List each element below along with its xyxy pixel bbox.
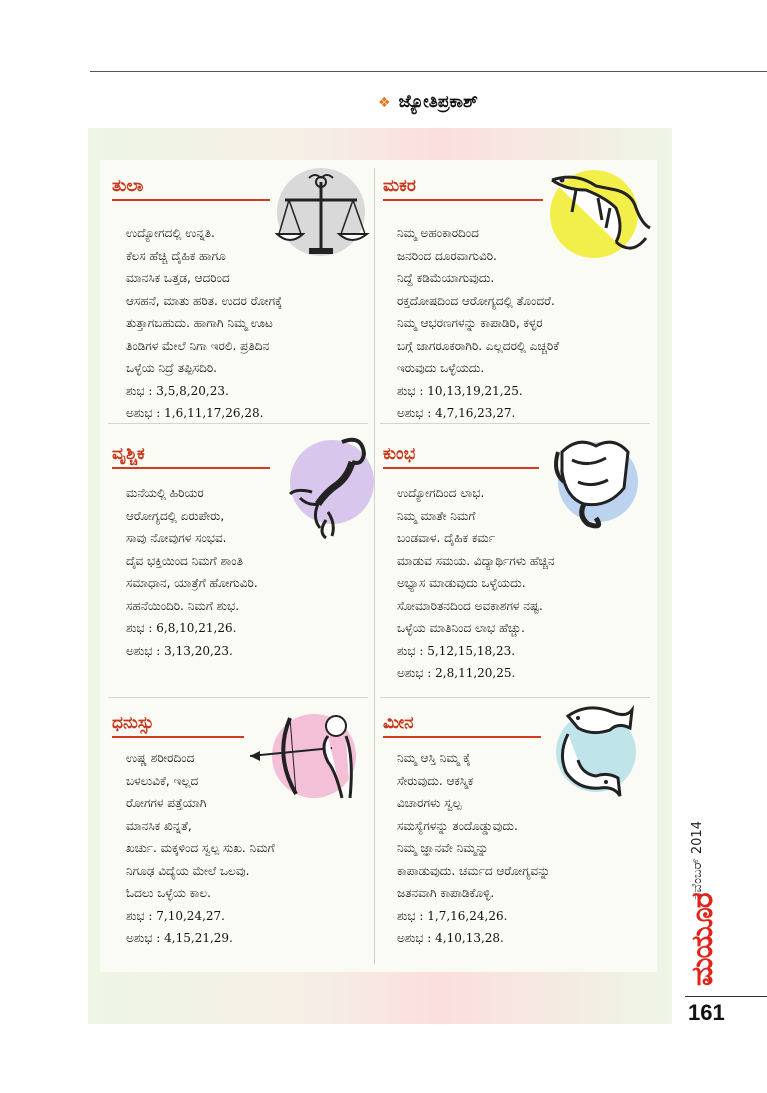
sign-text — [126, 482, 258, 662]
diamond-bullet-icon: ❖ — [378, 95, 391, 111]
lucky-numbers: ಶುಭ : 7,10,24,27. — [126, 908, 225, 923]
text-line: ಜತನವಾಗಿ ಕಾಪಾಡಿಕೊಳ್ಳಿ. — [397, 886, 495, 900]
text-line: ಬಳಲುವಿಕೆ, ಇಲ್ಲದ — [126, 773, 199, 788]
text-line: ಅಭ್ಯಾಸ ಮಾಡುವುದು ಒಳ್ಳೆಯದು. — [397, 576, 526, 590]
sign-title: ಮಕರ — [383, 176, 416, 196]
title-underline — [112, 199, 270, 201]
section-header — [378, 92, 478, 112]
text-line: ಮಾನಸಿಕ ಒತ್ತಡ, ಆದರಿಂದ — [126, 271, 230, 285]
unlucky-numbers: ಅಶುಭ : 2,8,11,20,25. — [397, 666, 516, 680]
sign-text — [397, 747, 550, 950]
sign-text — [397, 222, 559, 425]
lucky-numbers: ಶುಭ : 1,7,16,24,26. — [397, 908, 508, 923]
text-line: ಮಾನಸಿಕ ಖಿನ್ನತೆ, — [126, 818, 192, 833]
text-line: ರೋಗಗಳ ಪತ್ತೆಯಾಗಿ — [126, 796, 207, 810]
top-rule — [90, 71, 767, 72]
pisces-fish-icon — [548, 700, 640, 806]
title-underline — [383, 736, 541, 738]
text-line: ಮಾಡುವ ಸಮಯ. ವಿದ್ಯಾರ್ಥಿಗಳು ಹೆಚ್ಚಿನ — [397, 553, 555, 568]
text-line: ನಿಮ್ಮ ಮಾತೇ ನಿಮಗೆ — [397, 508, 476, 523]
text-line: ಸೇರುವುದು. ಆಕಸ್ಮಿಕ — [397, 773, 474, 788]
magazine-masthead: ಮಯೂರ — [685, 893, 720, 986]
text-line: ಉದ್ಯೋಗದಿಂದ ಲಾಭ. — [397, 486, 485, 500]
text-line: ರಕ್ತದೋಷದಿಂದ ಆರೋಗ್ಯದಲ್ಲಿ ತೊಂದರೆ. — [397, 293, 555, 308]
text-line: ಉಷ್ಣ ಶರೀರದಿಂದ — [126, 751, 195, 765]
row-divider — [380, 697, 650, 698]
row-divider — [108, 697, 368, 698]
text-line: ದೈವ ಭಕ್ತಿಯಿಂದ ನಿಮಗೆ ಶಾಂತಿ — [126, 553, 243, 568]
text-line: ಕೆಲಸ ಹೆಚ್ಚಿ ದೈಹಿಕ ಹಾಗೂ — [126, 248, 226, 263]
lucky-numbers: ಶುಭ : 10,13,19,21,25. — [397, 383, 523, 398]
text-line: ಆಸಹನೆ, ಮಾತು ಹರಿತ. ಉದರ ರೋಗಕ್ಕೆ — [126, 293, 283, 308]
unlucky-numbers: ಅಶುಭ : 4,10,13,28. — [397, 931, 504, 945]
sign-text — [397, 482, 555, 685]
text-line: ಸಾವು ನೋವುಗಳ ಸಂಭವ. — [126, 531, 227, 545]
text-line: ವಿಚಾರಗಳು ಸ್ವಲ್ಪ — [397, 796, 462, 810]
unlucky-numbers: ಅಶುಭ : 4,15,21,29. — [126, 931, 233, 945]
unlucky-numbers: ಅಶುಭ : 3,13,20,23. — [126, 643, 233, 658]
libra-scales-icon — [275, 168, 375, 256]
sign-title: ವೃಶ್ಚಿಕ — [112, 444, 145, 464]
text-line: ತುತ್ತಾಗಬಹುದು. ಹಾಗಾಗಿ ನಿಮ್ಮ ಊಟ — [126, 316, 273, 330]
title-underline — [112, 736, 244, 738]
capricorn-crocodile-icon — [546, 168, 656, 260]
unlucky-numbers: ಅಶುಭ : 4,7,16,23,27. — [397, 406, 516, 420]
title-underline — [112, 467, 270, 469]
text-line: ಮನೆಯಲ್ಲಿ ಹಿರಿಯರ — [126, 486, 204, 500]
text-line: ಸಮಸ್ಯೆಗಳನ್ನು ತಂದೊಡ್ಡುವುದು. — [397, 818, 518, 833]
lucky-numbers: ಶುಭ : 6,8,10,21,26. — [126, 621, 237, 635]
lucky-numbers: ಶುಭ : 3,5,8,20,23. — [126, 383, 229, 398]
issue-date: ನವೆಂಬರ್ 2014 — [690, 821, 705, 900]
text-line: ಒಳ್ಳೆಯ ನಿದ್ರೆ ತಪ್ಪಿಸದಿರಿ. — [126, 361, 217, 375]
text-line: ಒಳ್ಳೆಯ ಮಾತಿನಿಂದ ಲಾಭ ಹೆಚ್ಚು. — [397, 621, 525, 635]
title-underline — [383, 199, 543, 201]
text-line: ನಿದ್ದೆ ಕಡಿಮೆಯಾಗುವುದು. — [397, 271, 495, 285]
text-line: ಬಗ್ಗೆ ಜಾಗರೂಕರಾಗಿರಿ. ಎಲ್ಲದರಲ್ಲಿ ಎಚ್ಚರಿಕೆ — [397, 338, 560, 353]
text-line: ತಿಂಡಿಗಳ ಮೇಲೆ ನಿಗಾ ಇರಲಿ. ಪ್ರತಿದಿನ — [126, 338, 270, 353]
section-title: ಜ್ಯೋತಿಪ್ರಕಾಶ್ — [398, 92, 478, 112]
text-line: ಸಮಾಧಾನ, ಯಾತ್ರೆಗೆ ಹೋಗುವಿರಿ. — [126, 576, 258, 590]
text-line: ಕಾಪಾಡುವುದು. ಚರ್ಮದ ಆರೋಗ್ಯವನ್ನು — [397, 863, 551, 878]
text-line: ಸೋಮಾರಿತನದಿಂದ ಅವಕಾಶಗಳ ನಷ್ಟ. — [397, 598, 543, 613]
title-underline — [383, 467, 539, 469]
column-divider — [374, 168, 375, 964]
text-line: ಖರ್ಚು. ಮಕ್ಕಳಿಂದ ಸ್ವಲ್ಪ ಸುಖ. ನಿಮಗೆ — [126, 841, 275, 855]
sign-title: ಧನುಸ್ಸು — [112, 713, 154, 733]
text-line: ಸಹನೆಯಿಂದಿರಿ. ನಿಮಗೆ ಶುಭ. — [126, 598, 240, 613]
text-line: ನಿಮ್ಮ ಆಭರಣಗಳನ್ನು ಕಾಪಾಡಿರಿ, ಕಳ್ಳರ — [397, 316, 543, 330]
text-line: ಜನರಿಂದ ದೂರವಾಗುವಿರಿ. — [397, 248, 497, 263]
unlucky-numbers: ಅಶುಭ : 1,6,11,17,26,28. — [126, 406, 264, 420]
text-line: ಬಂಡವಾಳ. ದೈಹಿಕ ಕರ್ಮ — [397, 531, 495, 545]
text-line: ನಿಗೂಢ ವಿದ್ಯೆಯ ಮೇಲೆ ಒಲವು. — [126, 863, 250, 878]
text-line: ಉದ್ಯೋಗದಲ್ಲಿ ಉನ್ನತಿ. — [126, 226, 215, 240]
text-line: ನಿಮ್ಮ ಜ್ಞಾನವೇ ನಿಮ್ಮನ್ನು — [397, 841, 489, 855]
lucky-numbers: ಶುಭ : 5,12,15,18,23. — [397, 643, 516, 658]
page-number: 161 — [688, 1000, 725, 1025]
text-line: ಇರುವುದು ಒಳ್ಳೆಯದು. — [397, 361, 485, 375]
sign-title: ತುಲಾ — [112, 176, 144, 196]
aquarius-water-pot-icon — [548, 432, 642, 532]
scorpion-icon — [282, 432, 374, 540]
text-line: ನಿಮ್ಮ ಅಹಂಕಾರದಿಂದ — [397, 226, 479, 240]
page-number-rule — [685, 996, 767, 997]
text-line: ನಿಮ್ಮ ಆಸ್ತಿ ನಿಮ್ಮ ಕೈ — [397, 751, 472, 765]
sign-title: ಮೀನ — [383, 713, 414, 733]
sign-title: ಕುಂಭ — [383, 444, 416, 464]
sagittarius-archer-icon — [250, 706, 368, 804]
sign-text — [126, 222, 282, 425]
text-line: ಆರೋಗ್ಯದಲ್ಲಿ ಏರುಪೇರು, — [126, 508, 225, 523]
text-line: ಓದಲು ಒಳ್ಳೆಯ ಕಾಲ. — [126, 886, 211, 900]
